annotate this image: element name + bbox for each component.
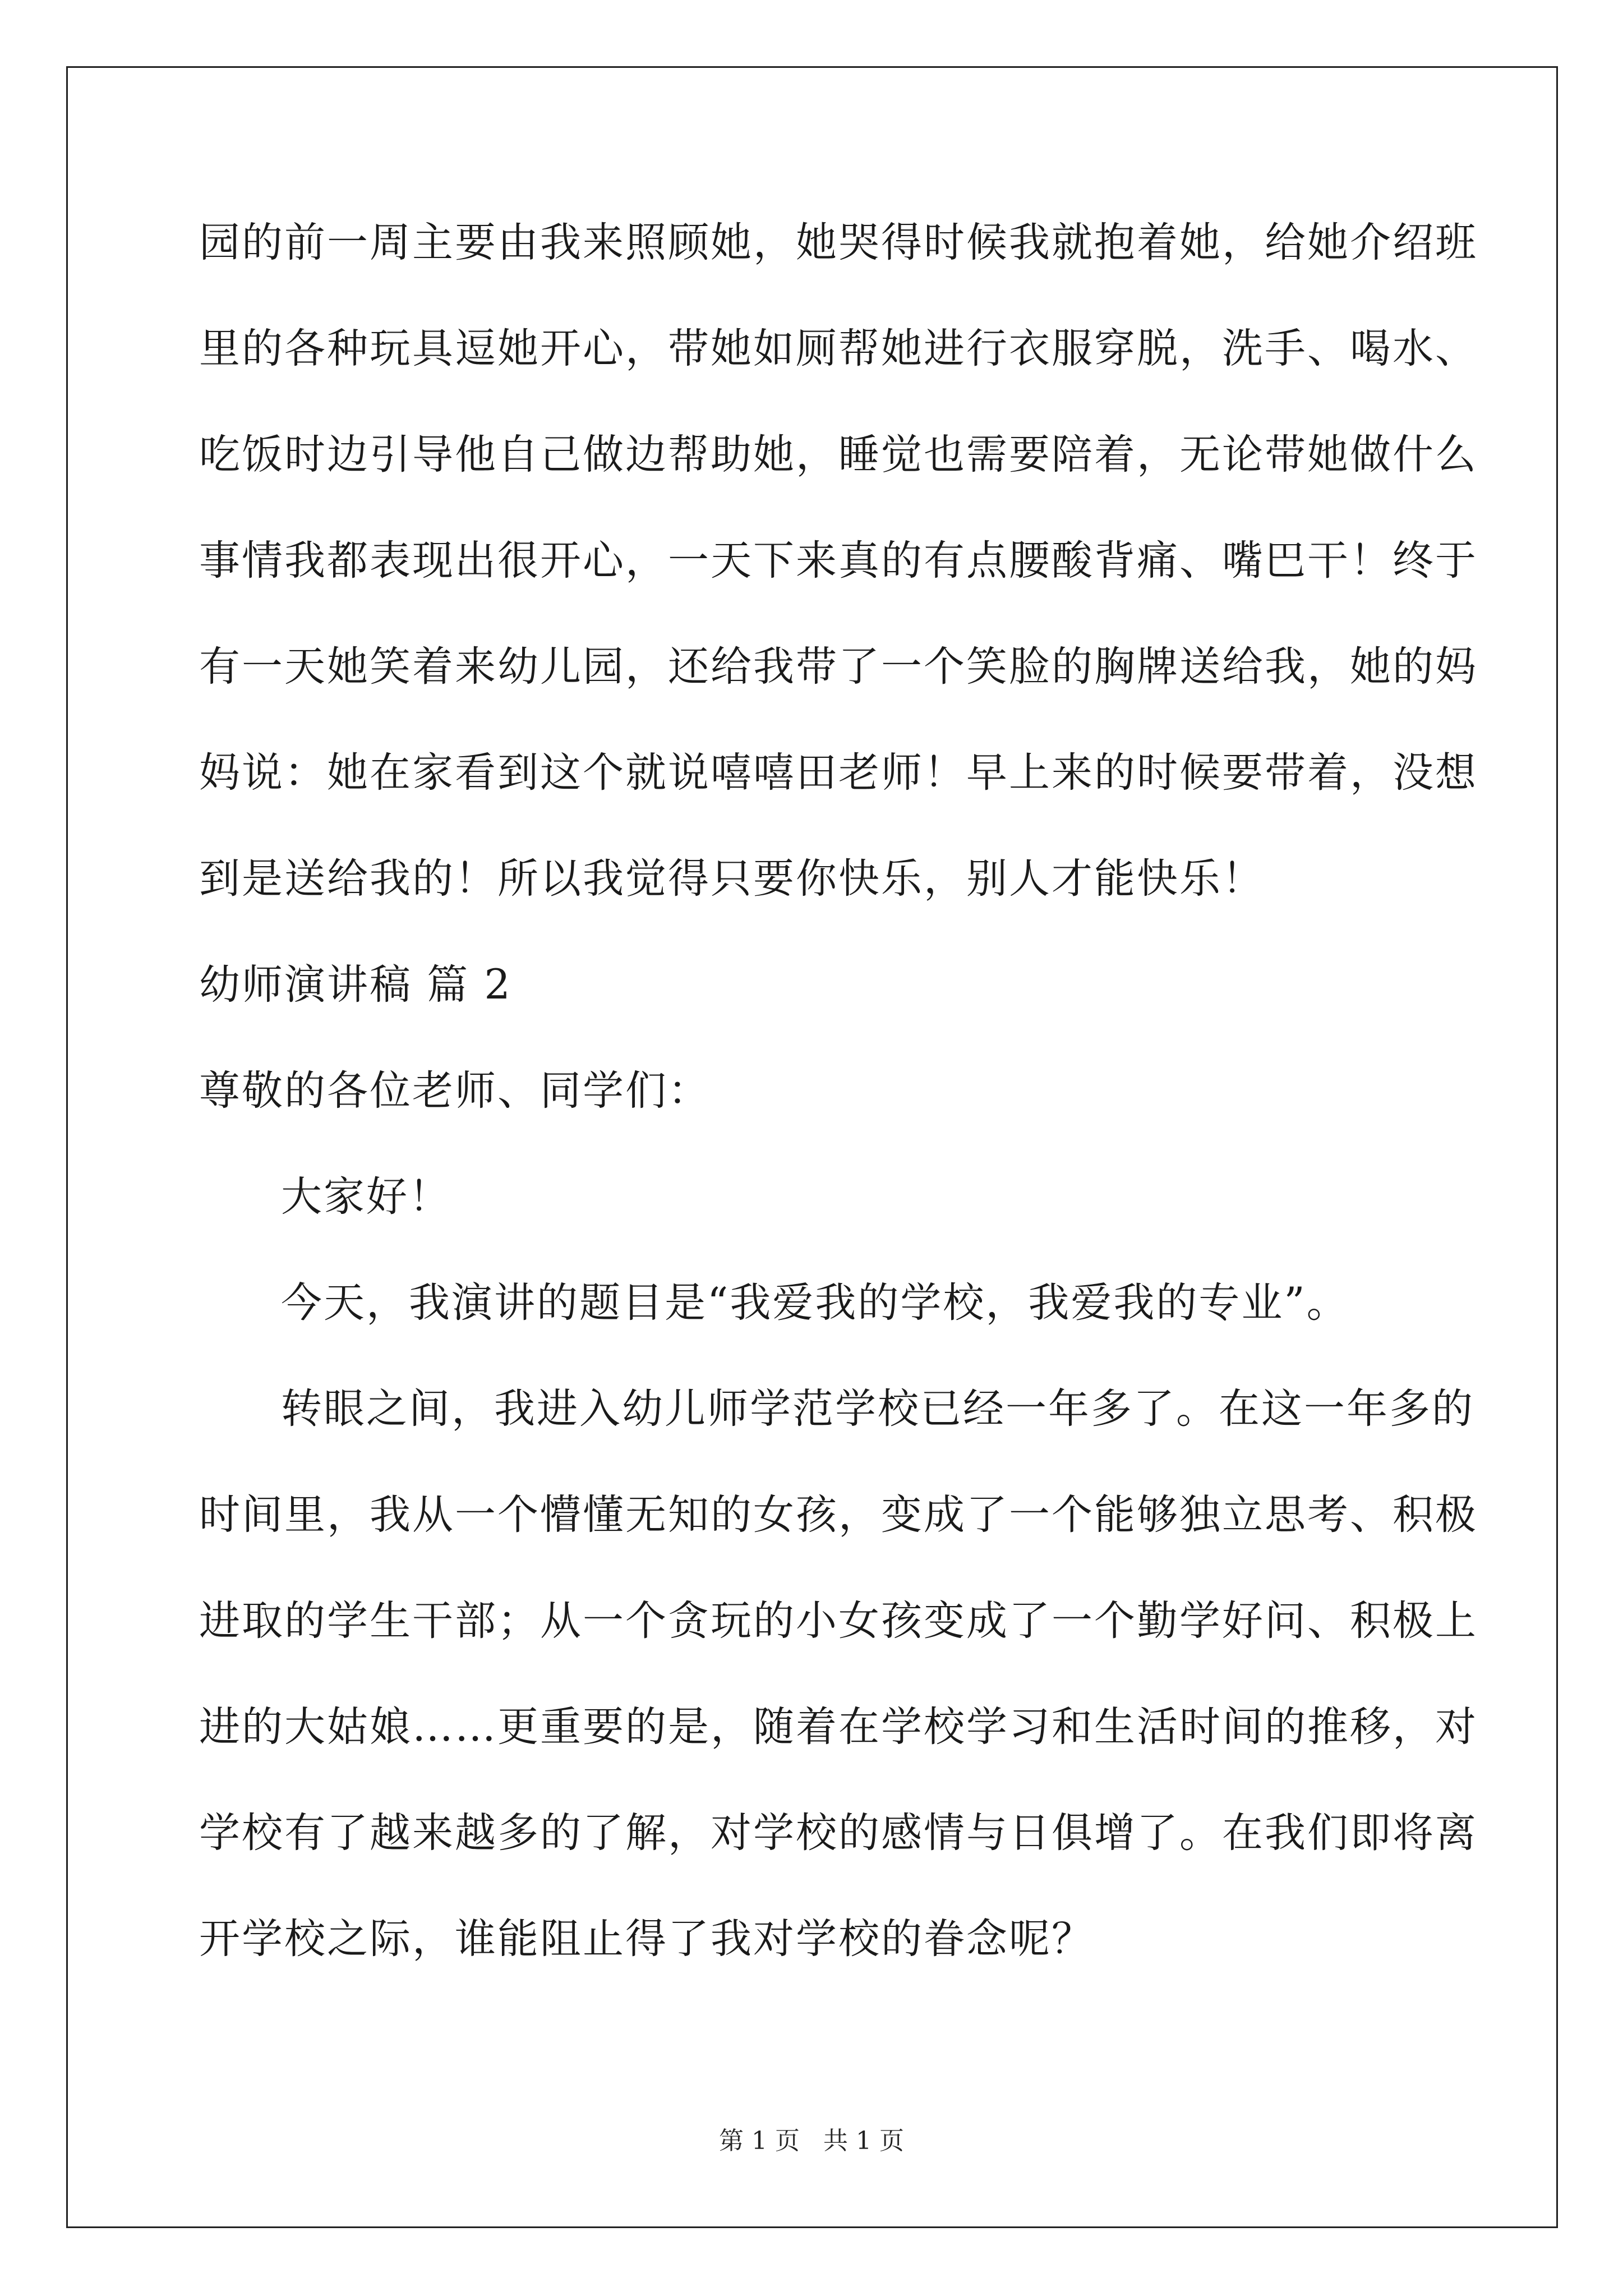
- page-footer: [0, 2120, 1623, 2156]
- page-number: 第 1 页: [719, 2127, 800, 2155]
- body-line: 到是送给我的！所以我觉得只要你快乐，别人才能快乐！: [199, 855, 1265, 903]
- body-line: 事情我都表现出很开心，一天下来真的有点腰酸背痛、嘴巴干！终于: [199, 537, 1478, 585]
- page-total: 共 1 页: [823, 2127, 904, 2155]
- paragraph-line: 时间里，我从一个懵懂无知的女孩，变成了一个能够独立思考、积极: [199, 1491, 1478, 1539]
- body-line: 吃饭时边引导他自己做边帮助她，睡觉也需要陪着，无论带她做什么: [199, 431, 1478, 478]
- topic-line: 今天，我演讲的题目是“我爱我的学校，我爱我的专业”。: [281, 1279, 1349, 1327]
- greeting: 大家好！: [281, 1173, 451, 1221]
- paragraph-line: 进的大姑娘……更重要的是，随着在学校学习和生活时间的推移，对: [199, 1703, 1478, 1751]
- section-heading: 幼师演讲稿 篇 2: [199, 961, 512, 1009]
- body-line: 有一天她笑着来幼儿园，还给我带了一个笑脸的胸牌送给我，她的妈: [199, 643, 1478, 691]
- salutation: 尊敬的各位老师、同学们：: [199, 1067, 711, 1115]
- paragraph-line: 开学校之际，谁能阻止得了我对学校的眷念呢？: [199, 1915, 1094, 1963]
- body-line: 里的各种玩具逗她开心，带她如厕帮她进行衣服穿脱，洗手、喝水、: [199, 325, 1478, 372]
- paragraph-line: 学校有了越来越多的了解，对学校的感情与日俱增了。在我们即将离: [199, 1809, 1478, 1857]
- paragraph-line: 进取的学生干部；从一个贪玩的小女孩变成了一个勤学好问、积极上: [199, 1597, 1478, 1645]
- body-line: 妈说：她在家看到这个就说嘻嘻田老师！早上来的时候要带着，没想: [199, 749, 1478, 797]
- page-border: [66, 66, 1558, 2228]
- paragraph-line: 转眼之间，我进入幼儿师学范学校已经一年多了。在这一年多的: [281, 1385, 1474, 1433]
- body-line: 园的前一周主要由我来照顾她，她哭得时候我就抱着她，给她介绍班: [199, 219, 1478, 266]
